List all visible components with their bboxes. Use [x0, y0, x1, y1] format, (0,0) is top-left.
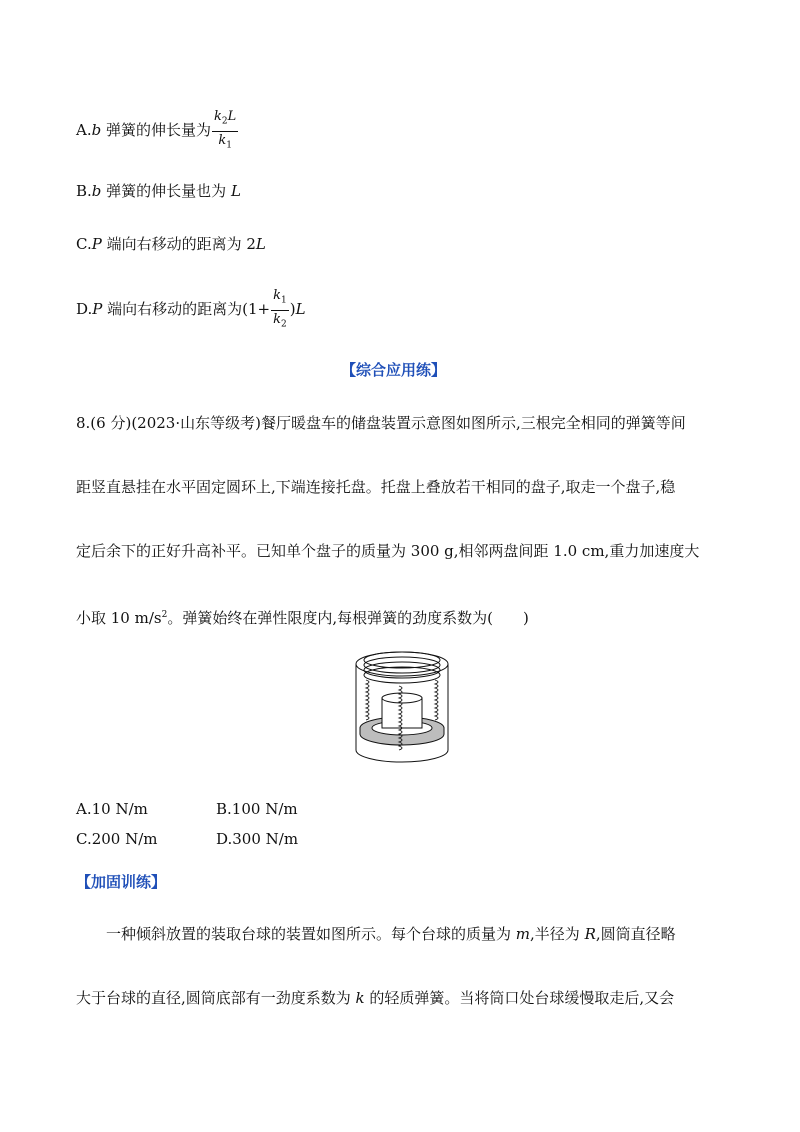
spring-right [435, 680, 438, 720]
p2-line-1-b: ,半径为 [530, 925, 585, 943]
frac-num-sub: 1 [280, 295, 287, 306]
frac-den-sub: 1 [226, 140, 232, 151]
inner-stand-top [382, 693, 422, 703]
p2-line-2-b: 的轻质弹簧。当将筒口处台球缓慢取走后,又会 [364, 989, 675, 1007]
option-d-tail: ) [289, 300, 296, 319]
q8-option-a: A.10 N/m [76, 800, 148, 818]
option-c [76, 234, 266, 254]
section-heading-reinforcement: 【加固训练】 [76, 873, 167, 891]
p2-line-1 [106, 924, 676, 944]
option-b-var: b [91, 182, 102, 200]
option-b-prefix: B. [76, 182, 92, 200]
frac-num: k [273, 288, 281, 303]
plate-1 [364, 652, 440, 668]
option-c-tail: L [255, 235, 266, 253]
q8-line-4-b: 。弹簧始终在弹性限度内,每根弹簧的劲度系数为( ) [167, 609, 529, 627]
option-a-fraction [212, 108, 238, 154]
option-b-text: 弹簧的伸长量也为 [101, 182, 231, 200]
option-a-text: 弹簧的伸长量为 [101, 121, 211, 140]
q8-line-4 [76, 605, 529, 628]
frac-den-sub: 2 [280, 319, 287, 330]
cylinder-bottom-arc [356, 750, 448, 762]
section-heading-comprehensive: 【综合应用练】 [341, 361, 447, 379]
option-d-fraction [271, 287, 289, 333]
q8-line-4-sup: 2 [161, 610, 168, 620]
q8-option-b: B.100 N/m [216, 800, 298, 818]
p2-var-k: k [355, 989, 365, 1007]
q8-option-c: C.200 N/m [76, 830, 158, 848]
frac-den: k [218, 132, 227, 148]
option-d [76, 287, 306, 333]
frac-den: k [273, 311, 281, 327]
q8-line-2: 距竖直悬挂在水平固定圆环上,下端连接托盘。托盘上叠放若干相同的盘子,取走一个盘子,稳 [76, 478, 676, 496]
q8-line-3: 定后余下的正好升高补平。已知单个盘子的质量为 300 g,相邻两盘间距 1.0 cm,重力加速度大 [76, 542, 700, 560]
p2-var-m: m [515, 925, 531, 943]
option-a [76, 108, 239, 154]
option-d-text: 端向右移动的距离为(1+ [102, 300, 271, 319]
frac-num-sub: 2 [221, 116, 228, 127]
option-a-var: b [91, 121, 102, 140]
option-d-var: P [92, 300, 103, 319]
option-d-L: L [295, 300, 306, 319]
q8-line-1: 8.(6 分)(2023·山东等级考)餐厅暖盘车的储盘装置示意图如图所示,三根完全相同的弹簧等间 [76, 414, 686, 432]
p2-var-R: R [584, 925, 596, 943]
p2-line-2 [76, 988, 674, 1008]
option-c-text: 端向右移动的距离为 2 [101, 235, 256, 253]
option-a-prefix: A. [76, 121, 92, 140]
option-d-prefix: D. [76, 300, 93, 319]
frac-num-tail: L [227, 109, 237, 124]
frac-num: k [214, 109, 222, 124]
p2-line-2-a: 大于台球的直径,圆筒底部有一劲度系数为 [76, 989, 356, 1007]
p2-line-1-a: 一种倾斜放置的装取台球的装置如图所示。每个台球的质量为 [106, 925, 516, 943]
plate-storage-figure [352, 646, 452, 770]
p2-line-1-c: ,圆筒直径略 [595, 925, 676, 943]
option-c-prefix: C. [76, 235, 92, 253]
spring-left [366, 680, 369, 720]
plate-4 [364, 667, 440, 683]
plate-2 [364, 657, 440, 673]
option-c-var: P [91, 235, 102, 253]
option-b-tail: L [230, 182, 241, 200]
q8-option-d: D.300 N/m [216, 830, 299, 848]
option-b [76, 181, 241, 201]
q8-line-4-a: 小取 10 m/s [76, 609, 162, 627]
